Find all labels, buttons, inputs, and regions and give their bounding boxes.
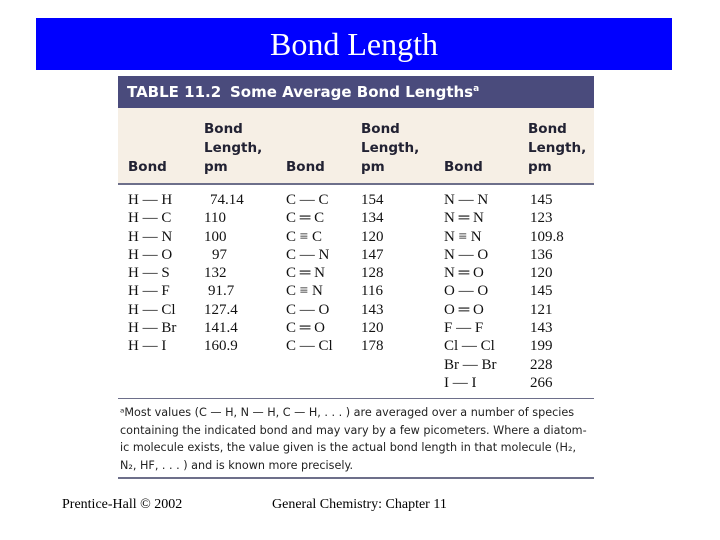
table-caption-marker: a bbox=[473, 84, 480, 94]
table-cell: 266 bbox=[530, 374, 553, 391]
table-cell: 154 bbox=[361, 192, 384, 208]
table-cell: 141.4 bbox=[204, 320, 238, 337]
table-cell: H — S bbox=[128, 265, 170, 282]
col3-lengths bbox=[530, 191, 590, 392]
table-cell: H — Cl bbox=[128, 301, 176, 318]
col3-length-header: Bond Length, pm bbox=[528, 121, 587, 175]
table-cell: 116 bbox=[361, 283, 383, 300]
table-caption bbox=[230, 83, 479, 101]
table-cell: N — O bbox=[444, 246, 489, 263]
table-cell: 136 bbox=[530, 246, 553, 263]
table-cell: C ═ N bbox=[286, 265, 325, 282]
table-cell: 121 bbox=[530, 301, 553, 318]
table-cell: 123 bbox=[530, 210, 553, 227]
table-cell: C ≡ C bbox=[286, 228, 322, 245]
table-header-bar bbox=[118, 76, 594, 108]
table-cell: H — F bbox=[128, 283, 170, 300]
table-cell: 128 bbox=[361, 265, 384, 282]
table-cell: 143 bbox=[361, 301, 384, 318]
footnote-line: ic molecule exists, the value given is the actual bond length in that molecule (H₂, bbox=[120, 441, 576, 454]
footnote-line: containing the indicated bond and may vary by a few picometers. Where a diatom- bbox=[120, 423, 587, 437]
table-cell: C — O bbox=[286, 301, 330, 318]
table-cell: C — C bbox=[286, 192, 329, 208]
table-cell: Br — Br bbox=[444, 356, 497, 373]
footer-publisher: Prentice-Hall © 2002 bbox=[62, 497, 183, 512]
col1-length-header: Bond Length, pm bbox=[204, 121, 263, 175]
table-cell: 120 bbox=[361, 320, 384, 337]
table-cell: I — I bbox=[444, 374, 477, 391]
col2-length-header: Bond Length, pm bbox=[361, 121, 420, 175]
table-footnote bbox=[120, 404, 592, 474]
table-cell: C ═ C bbox=[286, 210, 325, 227]
table-cell: H — O bbox=[128, 246, 173, 263]
col1-bond-header: Bond bbox=[128, 159, 167, 175]
table-cell: O ═ O bbox=[444, 301, 484, 318]
col3-bonds bbox=[444, 191, 524, 392]
table-cell: C — N bbox=[286, 246, 330, 263]
table-cell: 160.9 bbox=[204, 338, 238, 355]
col3-bond-header: Bond bbox=[444, 159, 483, 175]
col1-bonds bbox=[128, 191, 208, 356]
footnote-line: ᵃMost values (C — H, N — H, C — H, . . . ) are averaged over a number of species bbox=[120, 406, 575, 419]
table-cell: 127.4 bbox=[204, 301, 238, 318]
column-header-band bbox=[118, 108, 594, 184]
bond-length-table bbox=[118, 76, 594, 480]
table-cell: 97 bbox=[212, 246, 227, 263]
table-cell: 74.14 bbox=[210, 192, 244, 208]
table-cell: N ═ N bbox=[444, 210, 484, 227]
table-cell: H — N bbox=[128, 228, 173, 245]
header-rule bbox=[118, 183, 594, 185]
table-cell: 228 bbox=[530, 356, 553, 373]
table-cell: C ≡ N bbox=[286, 283, 323, 300]
table-cell: 110 bbox=[204, 210, 226, 227]
col2-bond-header: Bond bbox=[286, 159, 325, 175]
table-cell: C — Cl bbox=[286, 338, 333, 355]
table-cell: 132 bbox=[204, 265, 227, 282]
table-cell: C ═ O bbox=[286, 320, 325, 337]
table-cell: 145 bbox=[530, 283, 553, 300]
table-cell: 199 bbox=[530, 338, 553, 355]
table-bottom-rule bbox=[118, 477, 594, 479]
table-cell: H — C bbox=[128, 210, 172, 227]
col1-lengths bbox=[204, 191, 264, 356]
table-cell: H — H bbox=[128, 192, 173, 208]
table-caption-text: Some Average Bond Lengths bbox=[230, 83, 474, 101]
table-cell: O — O bbox=[444, 283, 489, 300]
table-cell: H — I bbox=[128, 338, 167, 355]
table-cell: 178 bbox=[361, 338, 384, 355]
table-cell: 109.8 bbox=[530, 228, 564, 245]
table-cell: N ≡ N bbox=[444, 228, 482, 245]
table-cell: F — F bbox=[444, 320, 484, 337]
table-cell: N — N bbox=[444, 192, 489, 208]
footnote-rule bbox=[118, 398, 594, 399]
table-cell: 145 bbox=[530, 192, 553, 208]
table-cell: Cl — Cl bbox=[444, 338, 495, 355]
table-cell: 134 bbox=[361, 210, 384, 227]
table-cell: 91.7 bbox=[208, 283, 235, 300]
table-cell: 120 bbox=[530, 265, 553, 282]
table-cell: 147 bbox=[361, 246, 384, 263]
table-cell: N ═ O bbox=[444, 265, 484, 282]
col2-bonds bbox=[286, 191, 366, 356]
table-cell: 120 bbox=[361, 228, 384, 245]
table-number: TABLE 11.2 bbox=[127, 83, 222, 101]
col2-lengths bbox=[361, 191, 421, 356]
table-cell: H — Br bbox=[128, 320, 177, 337]
footnote-line: N₂, HF, . . . ) and is known more precisely. bbox=[120, 458, 354, 472]
slide-title: Bond Length bbox=[36, 18, 672, 70]
table-cell: 100 bbox=[204, 228, 227, 245]
table-cell: 143 bbox=[530, 320, 553, 337]
footer-chapter: General Chemistry: Chapter 11 bbox=[272, 497, 447, 512]
